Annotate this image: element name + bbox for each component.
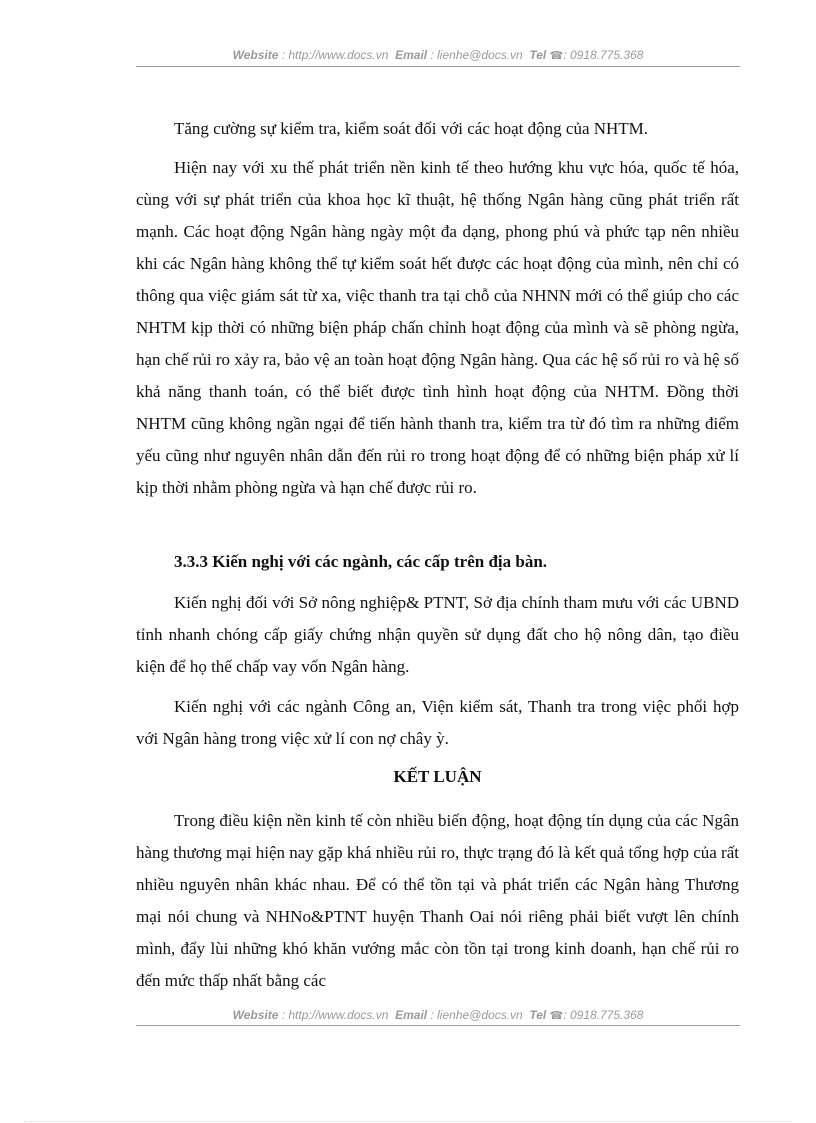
tel-label: Tel bbox=[529, 48, 547, 62]
footer-rule bbox=[136, 1025, 740, 1026]
email-address[interactable]: : lienhe@docs.vn bbox=[430, 1008, 523, 1022]
paragraph-3: Kiến nghị đối với Sở nông nghiệp& PTNT, Sở địa chính tham mưu với các UBND tỉnh nhanh chóng cấp giấy chứng nhận quyền sử dụng đất cho hộ nông dân, tạo điều kiện để họ thế chấp vay vốn Ngân hàng. bbox=[136, 593, 739, 676]
page-header bbox=[136, 48, 740, 62]
header-rule bbox=[136, 66, 740, 67]
tel-number: : 0918.775.368 bbox=[563, 1008, 644, 1022]
paragraph-4: Kiến nghị với các ngành Công an, Viện kiểm sát, Thanh tra trong việc phối hợp với Ngân hàng trong việc xử lí con nợ chây ỳ. bbox=[136, 697, 739, 748]
section-heading: 3.3.3 Kiến nghị với các ngành, các cấp trên địa bàn. bbox=[174, 552, 548, 571]
conclusion-title: KẾT LUẬN bbox=[393, 767, 482, 786]
page-footer bbox=[136, 1008, 740, 1022]
paragraph-2: Hiện nay với xu thế phát triển nền kinh tế theo hướng khu vực hóa, quốc tế hóa, cùng với sự phát triển của khoa học kĩ thuật, hệ thống Ngân hàng cũng phát triển rất mạnh. Các hoạt động Ngân hàng ngày một đa dạng, phong phú và phức tạp nên nhiều khi các Ngân hàng không thể tự kiểm soát hết được các hoạt động của mình, nên chỉ có thông qua việc giám sát từ xa, việc thanh tra tại chỗ của NHNN mới có thể giúp cho các NHTM kịp thời có những biện pháp chấn chỉnh hoạt động của mình và sẽ phòng ngừa, hạn chế rủi ro xảy ra, bảo vệ an toàn hoạt động Ngân hàng. Qua các hệ số rủi ro và hệ số khả năng thanh toán, có thể biết được tình hình hoạt động của NHTM. Đồng thời NHTM cũng không ngần ngại để tiến hành thanh tra, kiểm tra từ đó tìm ra những điểm yếu cũng như nguyên nhân dẫn đến rủi ro trong hoạt động để có những biện pháp xử lí kịp thời nhằm phòng ngừa và hạn chế được rủi ro. bbox=[136, 158, 739, 497]
phone-icon: ☎ bbox=[549, 1010, 564, 1022]
email-address[interactable]: : lienhe@docs.vn bbox=[430, 48, 523, 62]
tel-number: : 0918.775.368 bbox=[563, 48, 644, 62]
website-url[interactable]: : http://www.docs.vn bbox=[281, 48, 389, 62]
page-edge-divider bbox=[24, 1121, 792, 1122]
website-label: Website bbox=[232, 1008, 279, 1022]
tel-label: Tel bbox=[529, 1008, 547, 1022]
email-label: Email bbox=[395, 48, 428, 62]
phone-icon: ☎ bbox=[549, 50, 564, 62]
website-label: Website bbox=[232, 48, 279, 62]
email-label: Email bbox=[395, 1008, 428, 1022]
paragraph-1: Tăng cường sự kiểm tra, kiểm soát đối với các hoạt động của NHTM. bbox=[174, 119, 649, 138]
website-url[interactable]: : http://www.docs.vn bbox=[281, 1008, 389, 1022]
paragraph-5: Trong điều kiện nền kinh tế còn nhiều biến động, hoạt động tín dụng của các Ngân hàng thương mại hiện nay gặp khá nhiều rủi ro, thực trạng đó là kết quả tổng hợp của rất nhiều nguyên nhân khác nhau. Để có thể tồn tại và phát triển các Ngân hàng Thương mại nói chung và NHNo&PTNT huyện Thanh Oai nói riêng phải biết vượt lên chính mình, đẩy lùi những khó khăn vướng mắc còn tồn tại trong kinh doanh, hạn chế rủi ro đến mức thấp nhất bằng các bbox=[136, 811, 739, 990]
